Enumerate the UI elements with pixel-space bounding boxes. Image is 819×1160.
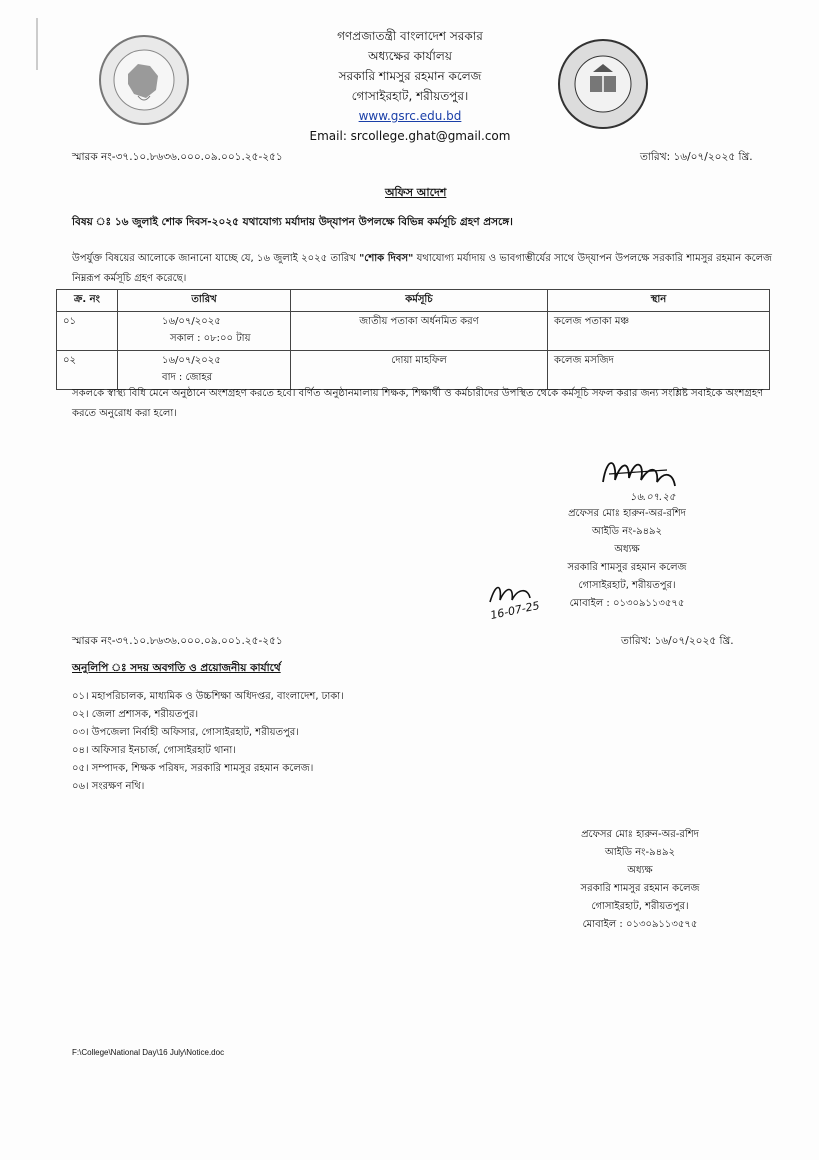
signatory-name: প্রফেসর মোঃ হারুন-অর-রশিদ [581,829,699,840]
cc-heading: অনুলিপি ঃ সদয় অবগতি ও প্রয়োজনীয় কার্যার্থে [72,662,281,674]
cell-place: কলেজ পতাকা মঞ্চ [548,312,770,351]
govt-name: গণপ্রজাতন্ত্রী বাংলাদেশ সরকার [337,29,483,43]
cell-time-value: সকাল : ০৮:০০ টায় [170,333,251,344]
office-name: অধ্যক্ষের কার্যালয় [368,49,452,63]
list-item: ০৪। অফিসার ইনচার্জ, গোসাইরহাট থানা। [72,745,236,756]
memo2-date: তারিখ: ১৬/০৭/২০২৫ খ্রি. [621,635,734,647]
cell-date [118,312,291,351]
email-text: Email: srcollege.ghat@gmail.com [309,129,511,143]
col-header-program: কর্মসূচি [291,290,548,312]
cc-list [72,688,344,796]
memo-ref: স্মারক নং-৩৭.১০.৮৬৩৬.০০০.০৯.০০১.২৫-২৫১ [72,151,283,163]
cell-program: দোয়া মাহফিল [291,351,548,390]
body-intro [72,249,772,289]
signatory-title: অধ্যক্ষ [614,544,640,555]
table-header-row [57,290,770,312]
body-intro-bold: "শোক দিবস" [359,253,414,264]
col-header-date: তারিখ [118,290,291,312]
signatory-mobile: মোবাইল : ০১৩০৯১১৩৫৭৫ [569,598,685,609]
letterhead [230,26,590,146]
list-item: ০৬। সংরক্ষণ নথি। [72,781,145,792]
cell-program: জাতীয় পতাকা অর্ধনমিত করণ [291,312,548,351]
website-link[interactable]: www.gsrc.edu.bd [358,109,462,123]
signatory-org: সরকারি শামসুর রহমান কলেজ [580,883,700,894]
memo2-ref: স্মারক নং-৩৭.১০.৮৬৩৬.০০০.০৯.০০১.২৫-২৫১ [72,635,283,647]
cell-time-value: বাদ : জোহর [162,372,213,383]
cell-date-value: ১৬/০৭/২০২৫ [162,316,221,327]
program-table [56,289,770,390]
page-title: অফিস আদেশ [385,186,447,199]
list-item: ০৫। সম্পাদক, শিক্ষক পরিষদ, সরকারি শামসুর রহমান কলেজ। [72,763,314,774]
list-item: ০১। মহাপরিচালক, মাধ্যমিক ও উচ্চশিক্ষা অধিদপ্তর, বাংলাদেশ, ঢাকা। [72,691,344,702]
col-header-sl: ক্র. নং [57,290,118,312]
cell-sl: ০২ [57,351,118,390]
college-name: সরকারি শামসুর রহমান কলেজ [338,69,482,83]
list-item: ০২। জেলা প্রশাসক, শরীয়তপুর। [72,709,199,720]
signatory-name: প্রফেসর মোঃ হারুন-অর-রশিদ [568,508,686,519]
signatory-org: সরকারি শামসুর রহমান কলেজ [567,562,687,573]
cell-place: কলেজ মসজিদ [548,351,770,390]
memo-date: তারিখ: ১৬/০৭/২০২৫ খ্রি. [640,151,753,163]
college-address: গোসাইরহাট, শরীয়তপুর। [351,89,469,103]
table-row [57,312,770,351]
col-header-place: স্থান [548,290,770,312]
body-intro-post: যথাযোগ্য মর্যাদায় ও ভাবগাম্ভীর্যের সাথে উদ্‌যাপন উপলক্ষে সরকারি শামসুর রহমান কলেজ নিম্নরূপ কর্মসূচি গ্রহণ করেছে। [72,253,773,284]
list-item: ০৩। উপজেলা নির্বাহী অফিসার, গোসাইরহাট, শরীয়তপুর। [72,727,299,738]
signatory-id: আইডি নং-৯৪৯২ [591,526,663,537]
signature-date: ১৬.০৭.২৫ [630,492,676,503]
body-closing: সকলকে স্বাস্থ্য বিধি মেনে অনুষ্ঠানে অংশগ্রহণ করতে হবে। বর্ণিত অনুষ্ঠানমালায় শিক্ষক, শিক্ষার্থী ও কর্মচারীদের উপস্থিত থেকে কর্মসূচি সফল করার জন্য সংশ্লিষ্ট সবাইকে অংশগ্রহণ করতে অনুরোধ করা হলো। [72,388,764,419]
cell-sl: ০১ [57,312,118,351]
signature-block-2 [548,826,732,934]
footer-file-path: F:\College\National Day\16 July\Notice.doc [72,1048,225,1057]
signatory-id: আইডি নং-৯৪৯২ [604,847,676,858]
government-seal [98,34,190,126]
signatory-address: গোসাইরহাট, শরীয়তপুর। [578,580,676,591]
signatory-title: অধ্যক্ষ [627,865,653,876]
margin-mark [36,18,38,70]
body-intro-pre: উপর্যুক্ত বিষয়ের আলোকে জানানো যাচ্ছে যে, ১৬ জুলাই ২০২৫ তারিখ [72,253,360,264]
cell-date-value: ১৬/০৭/২০২৫ [162,355,221,366]
signature-block [540,505,714,613]
signatory-address: গোসাইরহাট, শরীয়তপুর। [591,901,689,912]
initial-date: 16-07-25 [489,598,541,623]
subject-line: বিষয় ঃ ১৬ জুলাই শোক দিবস-২০২৫ যথাযোগ্য মর্যাদায় উদ্‌যাপন উপলক্ষে বিভিন্ন কর্মসূচি গ্রহণ প্রসঙ্গে। [72,216,513,228]
signatory-mobile: মোবাইল : ০১৩০৯১১৩৫৭৫ [582,919,698,930]
